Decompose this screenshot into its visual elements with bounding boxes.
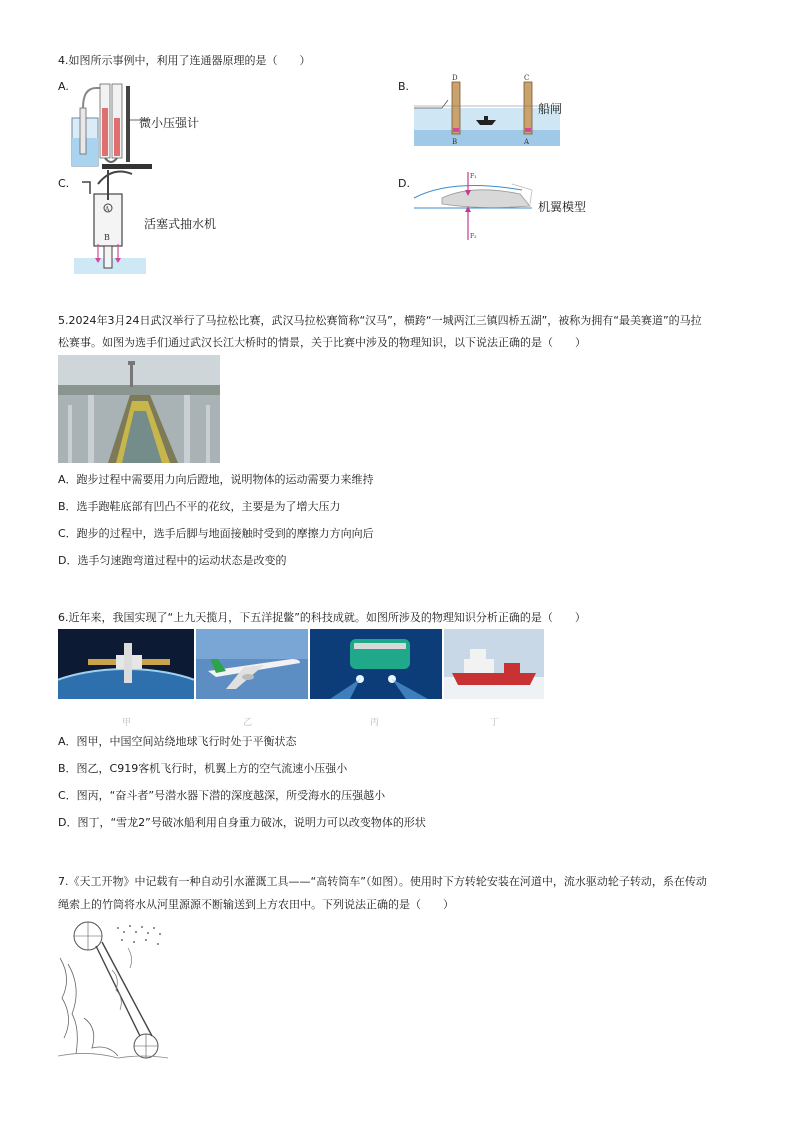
q4-option-d-caption: 机翼模型 <box>538 200 587 214</box>
lock-label-d: D <box>452 74 458 82</box>
q7-stem-line1: 7.《天工开物》中记载有一种自动引水灌溉工具——“高转筒车”（如图）。使用时下方转轮安装在河道中，流水驱动轮子转动，系在传动 <box>58 875 707 888</box>
q4-option-a-caption: 微小压强计 <box>139 116 200 130</box>
piston-pump-figure <box>72 164 148 276</box>
q5-option-b: B．选手跑鞋底部有凹凸不平的花纹，主要是为了增大压力 <box>58 500 341 513</box>
q4-option-b-caption: 船闸 <box>538 102 563 116</box>
submersible-photo <box>310 629 442 699</box>
q6-option-a: A．图甲，中国空间站绕地球飞行时处于平衡状态 <box>58 735 297 748</box>
q5-option-c: C．跑步的过程中，选手后脚与地面接触时受到的摩擦力方向向后 <box>58 527 374 540</box>
q6-stem: 6.近年来，我国实现了“上九天揽月，下五洋捉鳖”的科技成就。如图所涉及的物理知识分析正确的是（ ） <box>58 611 586 624</box>
lock-label-a: A <box>524 138 530 146</box>
q4-option-c-caption: 活塞式抽水机 <box>144 217 217 231</box>
q6-option-c: C．图丙，“奋斗者”号潜水器下潜的深度越深，所受海水的压强越小 <box>58 789 386 802</box>
q6-option-d: D．图丁，“雪龙2”号破冰船利用自身重力破冰，说明力可以改变物体的形状 <box>58 816 426 829</box>
q5-stem-line2: 松赛事。如图为选手们通过武汉长江大桥时的情景，关于比赛中涉及的物理知识，以下说法正确的是（ ） <box>58 336 586 349</box>
q6-subcaption-ding: 丁 <box>490 718 500 728</box>
lock-label-c: C <box>524 74 530 82</box>
wing-label-f1: F₁ <box>470 173 477 180</box>
q6-subcaption-bing: 丙 <box>370 718 380 728</box>
wing-model-figure <box>412 168 542 244</box>
pump-label-a: A <box>105 206 110 213</box>
space-station-photo <box>58 629 194 699</box>
q4-stem: 4.如图所示事例中，利用了连通器原理的是（ ） <box>58 54 311 67</box>
lock-label-b: B <box>452 138 458 146</box>
q5-option-d: D．选手匀速跑弯道过程中的运动状态是改变的 <box>58 554 287 567</box>
icebreaker-photo <box>444 629 544 699</box>
q6-option-b: B．图乙，C919客机飞行时，机翼上方的空气流速小压强小 <box>58 762 348 775</box>
q5-stem-line1: 5.2024年3月24日武汉举行了马拉松比赛，武汉马拉松赛简称“汉马”，横跨“一城两江三镇四桥五湖”，被称为拥有“最美赛道”的马拉 <box>58 314 702 327</box>
c919-aircraft-photo <box>196 629 308 699</box>
q4-option-d-letter: D. <box>398 177 410 190</box>
gaozhuan-tongche-illustration <box>58 918 168 1060</box>
q5-option-a: A．跑步过程中需要用力向后蹬地，说明物体的运动需要力来维持 <box>58 473 374 486</box>
marathon-bridge-photo <box>58 355 220 463</box>
q6-subcaption-yi: 乙 <box>243 718 253 728</box>
q4-option-b-letter: B. <box>398 80 410 93</box>
q6-subcaption-jia: 甲 <box>122 718 132 728</box>
q4-option-c-letter: C. <box>58 177 70 190</box>
wing-label-f2: F₂ <box>470 233 477 240</box>
q7-stem-line2: 绳索上的竹筒将水从河里源源不断输送到上方农田中。下列说法正确的是（ ） <box>58 898 454 911</box>
pump-label-b: B <box>104 233 110 242</box>
q4-option-a-letter: A. <box>58 80 69 93</box>
